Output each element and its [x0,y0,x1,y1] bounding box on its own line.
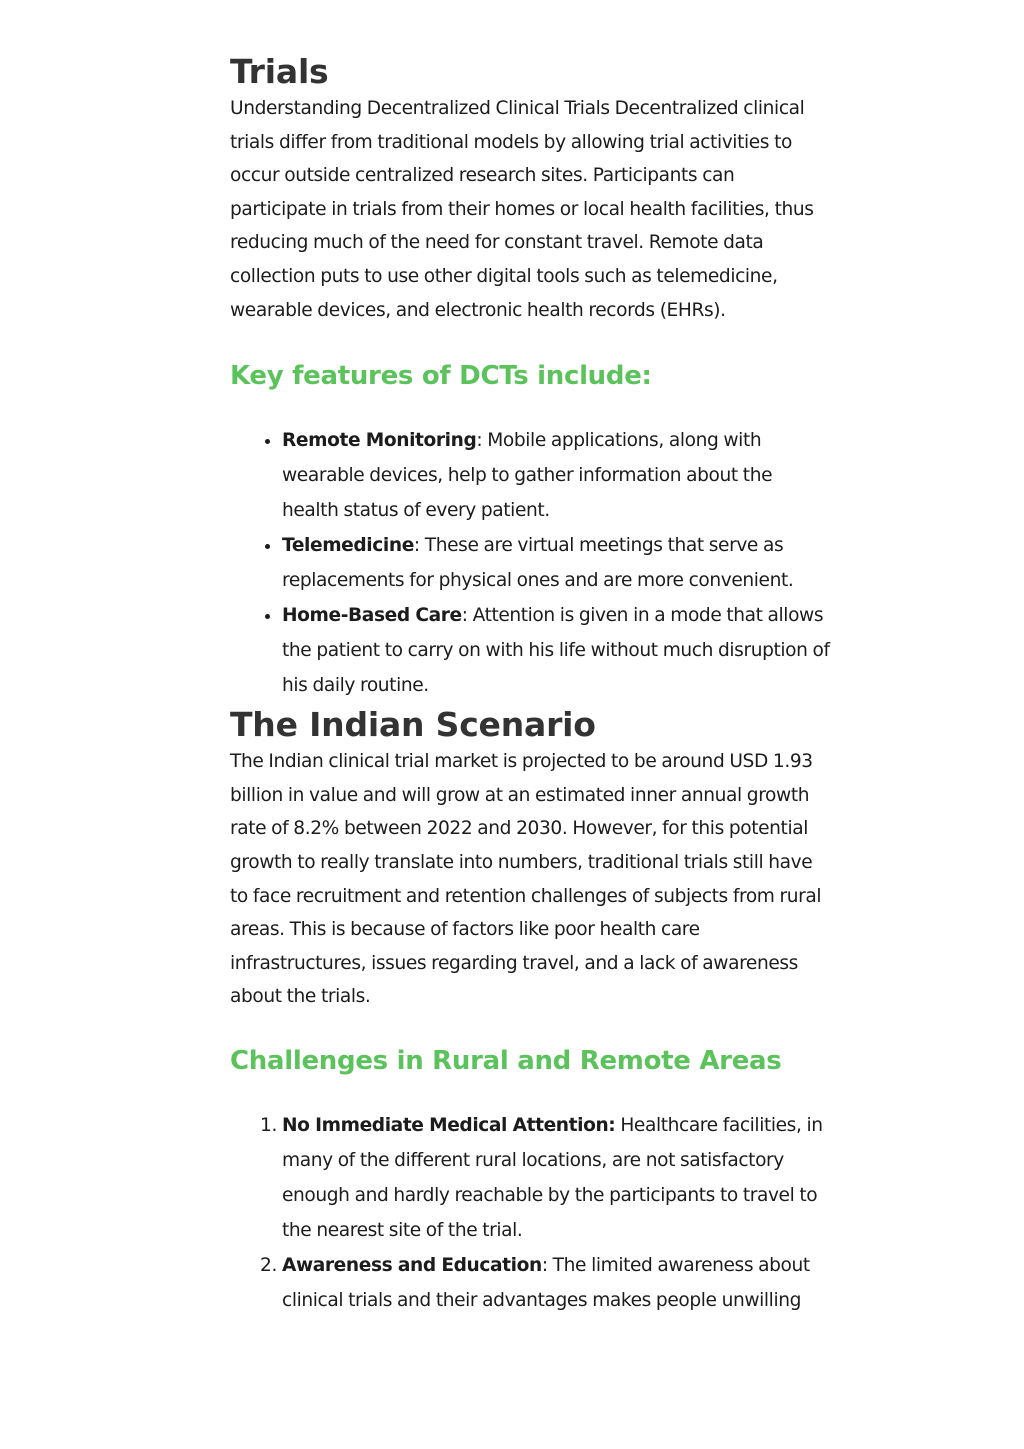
trials-paragraph: Understanding Decentralized Clinical Trials Decentralized clinical trials differ from traditional models by allowing trial activities to occur outside centralized research sites. Participants can participate in trials from their homes or local health facilities, thus reducing much of the need for constant travel. Remote data collection puts to use other digital tools such as telemedicine, wearable devices, and electronic health records (EHRs). [230,98,814,321]
list-item [282,423,830,528]
list-item-text: : The limited awareness about clinical trials and their advantages makes people unwilling [282,1254,810,1311]
key-features-list [230,423,830,703]
article-page [230,52,830,1318]
list-item [282,598,830,703]
list-item-lead: Awareness and Education [282,1254,542,1276]
list-item-text: : These are virtual meetings that serve as replacements for physical ones and are more convenient. [282,535,794,592]
challenges-heading: Challenges in Rural and Remote Areas [230,1045,782,1076]
trials-heading: Trials [230,52,329,91]
list-item [282,528,830,598]
list-item-text: : Attention is given in a mode that allows the patient to carry on with his life without much disruption of his daily routine. [282,605,830,697]
list-item-text: : Mobile applications, along with wearable devices, help to gather information about the health status of every patient. [282,430,773,522]
indian-scenario-heading: The Indian Scenario [230,705,596,745]
list-item-lead: Telemedicine [282,535,414,557]
key-features-heading: Key features of DCTs include: [230,361,652,392]
indian-scenario-paragraph: The Indian clinical trial market is projected to be around USD 1.93 billion in value and will grow at an estimated inner annual growth rate of 8.2% between 2022 and 2030. However, for this potential growth to really translate into numbers, traditional trials still have to face recruitment and retention challenges of subjects from rural areas. This is because of factors like poor health care infrastructures, issues regarding travel, and a lack of awareness about the trials. [230,751,822,1008]
list-item [282,1248,830,1318]
list-item-lead: No Immediate Medical Attention: [282,1114,616,1136]
list-item-lead: Remote Monitoring [282,430,477,452]
challenges-list [230,1108,830,1318]
list-item [282,1108,830,1248]
list-item-lead: Home-Based Care [282,605,462,627]
list-item-text: Healthcare facilities, in many of the different rural locations, are not satisfactory enough and hardly reachable by the participants to travel to the nearest site of the trial. [282,1114,823,1241]
